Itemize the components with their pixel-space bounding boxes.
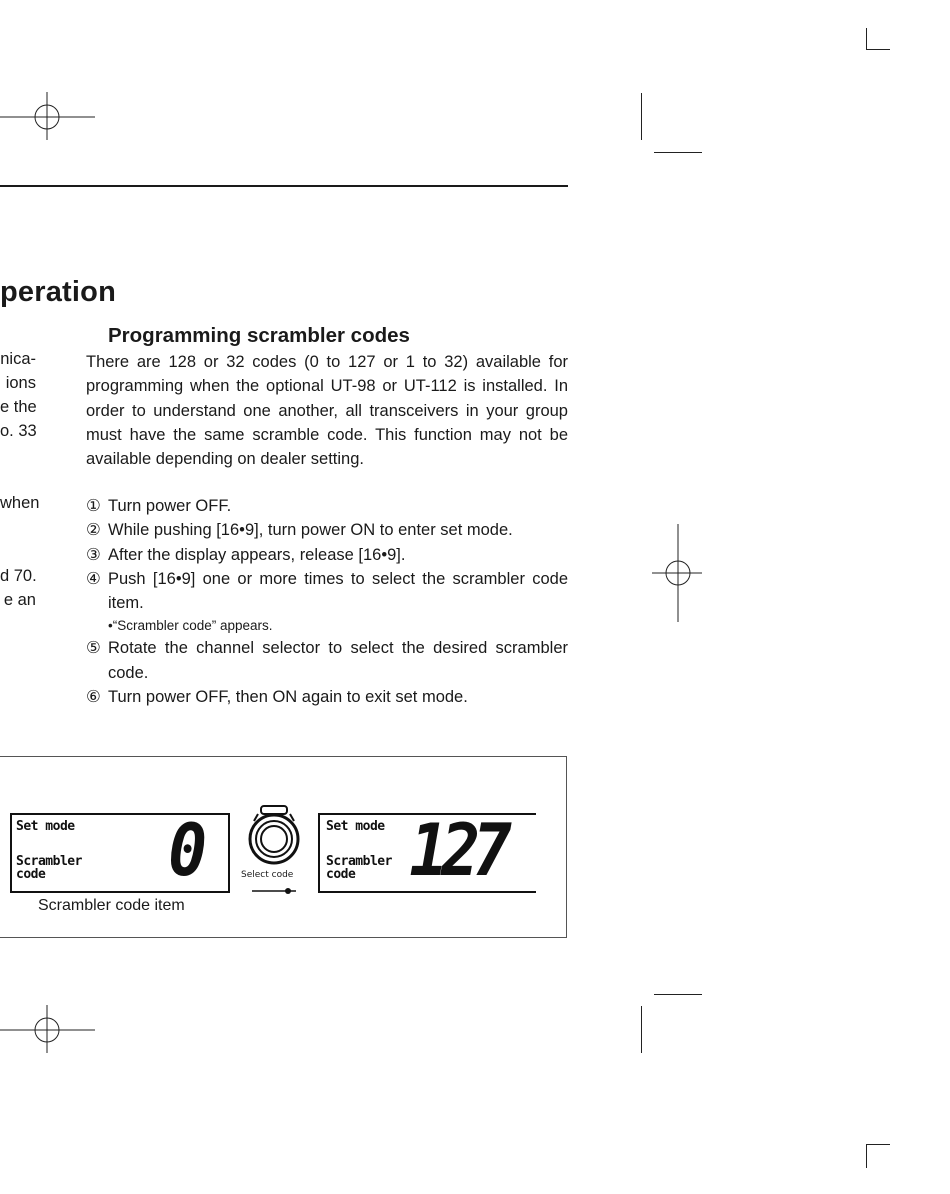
lcd-item-label: code: [326, 867, 356, 882]
registration-mark: [0, 1005, 100, 1055]
lcd-value: 127: [409, 808, 505, 892]
header-rule: [0, 185, 568, 187]
lcd-item-label: code: [16, 867, 46, 882]
crop-mark: [866, 1144, 867, 1168]
crop-mark: [866, 28, 867, 50]
step-number: ①: [86, 497, 101, 515]
step-number: ⑤: [86, 639, 101, 658]
section-heading: peration: [0, 276, 116, 308]
figure-caption: Scrambler code item: [38, 897, 185, 914]
step-item: [86, 685, 568, 709]
intro-paragraph: There are 128 or 32 codes (0 to 127 or 1 to 32) available for programming when the optional UT-98 or UT-112 is installed. In order to understand one another, all transceivers in your group must have the same scramble code. This function may not be available depending on dealer setting.: [86, 353, 568, 469]
left-column-fragment: ions: [5, 374, 36, 392]
crop-mark: [866, 1144, 890, 1145]
step-number: ②: [86, 521, 101, 540]
step-item: [86, 567, 568, 637]
crop-mark: [641, 93, 642, 140]
step-text: While pushing [16•9], turn power ON to enter set mode.: [108, 521, 513, 540]
left-column-fragment: e the: [0, 398, 37, 416]
registration-mark: [0, 92, 100, 142]
left-column-fragment: d 70.: [0, 567, 37, 585]
crop-mark: [654, 152, 702, 153]
knob-label: Select code: [241, 870, 294, 880]
step-text: After the display appears, release [16•9].: [108, 545, 406, 564]
channel-selector-knob-icon: [244, 803, 304, 867]
crop-mark: [866, 49, 890, 50]
step-number: ⑥: [86, 688, 101, 707]
left-column-fragment: e an: [3, 591, 36, 609]
step-number: ③: [86, 545, 101, 564]
step-text: Turn power OFF, then ON again to exit set mode.: [108, 688, 468, 707]
crop-mark: [654, 994, 702, 995]
arrow-right-icon: [252, 886, 298, 896]
lcd-value: 0: [168, 808, 208, 892]
left-column-fragment: nica-: [0, 350, 36, 368]
steps-list: [86, 494, 568, 709]
step-text: Turn power OFF.: [108, 497, 232, 515]
step-text: Rotate the channel selector to select the desired scrambler code.: [108, 639, 568, 682]
step-text: Push [16•9] one or more times to select the scrambler code item.: [108, 569, 568, 613]
left-column-fragment: when: [0, 494, 40, 512]
lcd-mode-label: Set mode: [16, 819, 75, 834]
step-number: ④: [86, 569, 101, 588]
lcd-item-label: Scrambler: [326, 854, 392, 869]
step-item: [86, 518, 568, 542]
registration-mark: [652, 524, 704, 622]
crop-mark: [641, 1006, 642, 1053]
lcd-item-label: Scrambler: [16, 854, 82, 869]
step-note: •“Scrambler code” appears.: [108, 618, 273, 634]
step-item: [86, 494, 568, 518]
step-item: [86, 543, 568, 567]
lcd-mode-label: Set mode: [326, 819, 385, 834]
subheading: Programming scrambler codes: [108, 324, 410, 347]
step-item: [86, 636, 568, 685]
left-column-fragment: o. 33: [0, 422, 37, 440]
